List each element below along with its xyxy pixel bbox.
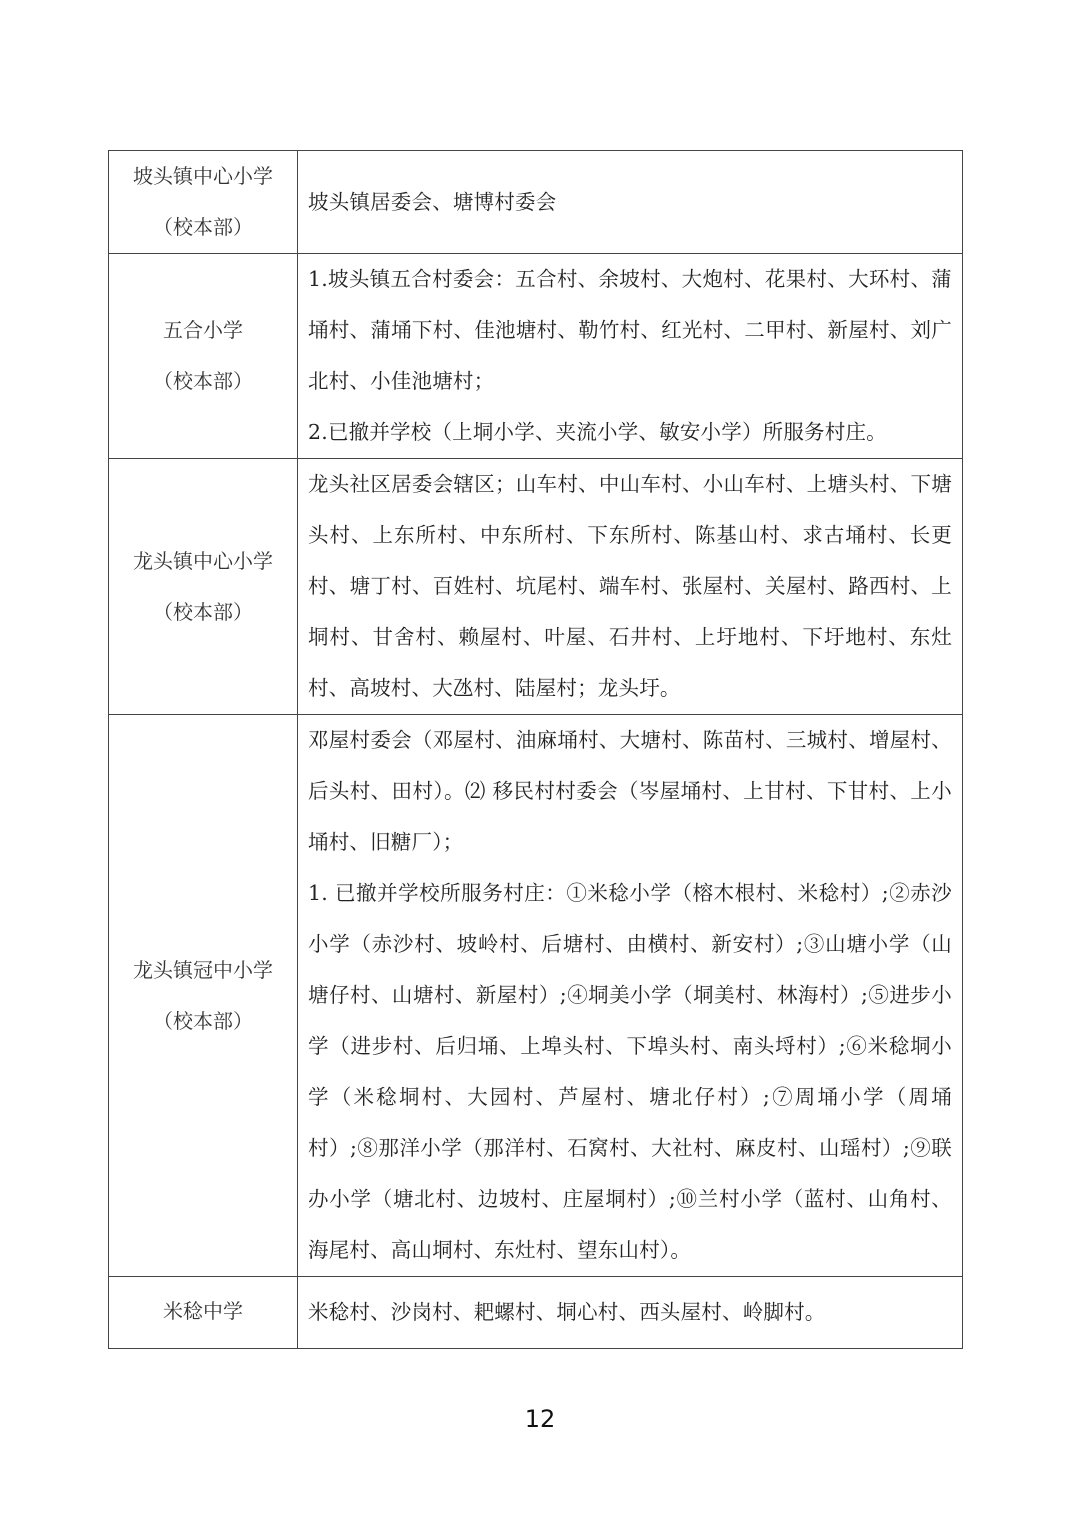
school-name: 龙头镇中心小学 bbox=[133, 548, 273, 573]
table-row bbox=[109, 715, 963, 1277]
table-row bbox=[109, 254, 963, 459]
school-name-cell bbox=[109, 151, 298, 254]
service-area-text: 龙头社区居委会辖区；山车村、中山车村、小山车村、上塘头村、下塘头村、上东所村、中东所村、下东所村、陈基山村、求古埇村、长更村、塘丁村、百姓村、坑尾村、端车村、张屋村、关屋村、路西村、上垌村、甘舍村、赖屋村、叶屋、石井村、上圩地村、下圩地村、东灶村、高坡村、大氹村、陆屋村；龙头圩。 bbox=[308, 472, 952, 700]
school-name: 五合小学 bbox=[163, 318, 243, 342]
service-area-text: 1. 已撤并学校所服务村庄：①米稔小学（榕木根村、米稔村）;②赤沙小学（赤沙村、坡岭村、后塘村、由横村、新安村）;③山塘小学（山塘仔村、山塘村、新屋村）;④垌美小学（垌美村、林海村）;⑤进步小学（进步村、后归埇、上埠头村、下埠头村、南头埒村）;⑥米稔垌小学（米稔垌村、大园村、芦屋村、塘北仔村）;⑦周埇小学（周埇村）;⑧那洋小学（那洋村、石窝村、大社村、麻皮村、山瑶村）;⑨联办小学（塘北村、边坡村、庄屋垌村）;⑩兰村小学（蓝村、山角村、海尾村、高山垌村、东灶村、望东山村）。 bbox=[308, 881, 952, 1262]
service-area-cell bbox=[298, 1277, 963, 1349]
service-area-cell bbox=[298, 459, 963, 715]
service-area-text: 1.坡头镇五合村委会：五合村、余坡村、大炮村、花果村、大环村、蒲埇村、蒲埇下村、佳池塘村、勒竹村、红光村、二甲村、新屋村、刘广北村、小佳池塘村； bbox=[308, 267, 952, 393]
table-row bbox=[109, 459, 963, 715]
service-area-cell bbox=[298, 715, 963, 1277]
service-area-text: 米稔村、沙岗村、耙螺村、垌心村、西头屋村、岭脚村。 bbox=[308, 1300, 826, 1324]
school-name-cell bbox=[109, 254, 298, 459]
school-campus: （校本部） bbox=[153, 1008, 253, 1033]
table-row bbox=[109, 1277, 963, 1349]
school-name: 坡头镇中心小学 bbox=[133, 164, 273, 188]
school-campus: （校本部） bbox=[153, 369, 253, 393]
service-area-cell bbox=[298, 254, 963, 459]
school-name-cell bbox=[109, 715, 298, 1277]
service-area-text: 2.已撤并学校（上垌小学、夹流小学、敏安小学）所服务村庄。 bbox=[308, 420, 887, 444]
service-area-text: 坡头镇居委会、塘博村委会 bbox=[308, 189, 557, 214]
table-row bbox=[109, 151, 963, 254]
page-number: 12 bbox=[524, 1405, 556, 1433]
school-district-table bbox=[108, 150, 963, 1349]
service-area-cell bbox=[298, 151, 963, 254]
school-campus: （校本部） bbox=[153, 215, 253, 239]
school-campus: （校本部） bbox=[153, 599, 253, 624]
school-name: 米稔中学 bbox=[163, 1299, 243, 1323]
service-area-text: 邓屋村委会（邓屋村、油麻埇村、大塘村、陈苗村、三城村、增屋村、后头村、田村）。⑵ 移民村村委会（岑屋埇村、上甘村、下甘村、上小埇村、旧糖厂）； bbox=[308, 728, 952, 854]
school-name: 龙头镇冠中小学 bbox=[133, 957, 273, 982]
school-name-cell bbox=[109, 1277, 298, 1349]
school-name-cell bbox=[109, 459, 298, 715]
